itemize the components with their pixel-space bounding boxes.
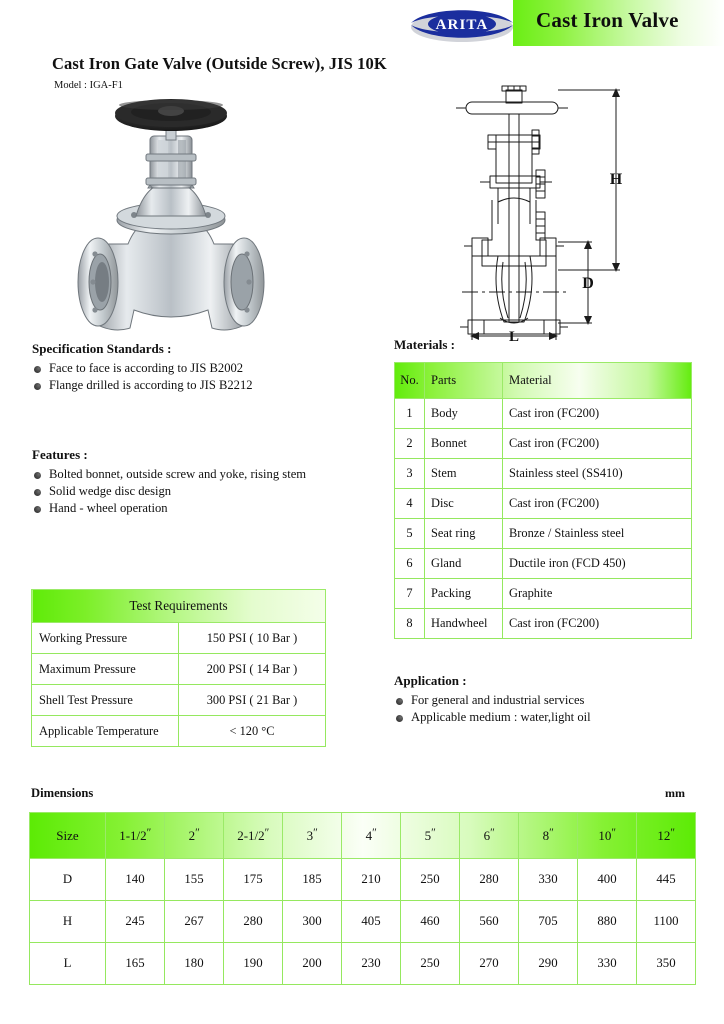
features-section	[32, 447, 362, 517]
inch-mark: ″	[549, 827, 554, 840]
drawing-callout-d: D	[582, 275, 594, 292]
cell-no: 1	[395, 399, 425, 429]
application-list	[394, 692, 694, 726]
table-row	[30, 943, 696, 985]
row-header-h: H	[30, 901, 106, 943]
cell-d-2: 155	[165, 859, 224, 901]
application-item-text: For general and industrial services	[411, 693, 585, 707]
cell-part: Bonnet	[425, 429, 503, 459]
test-requirements-heading: Test Requirements	[32, 590, 326, 623]
list-item	[32, 377, 382, 394]
header-title: Cast Iron Valve	[536, 8, 679, 32]
column-header-no: No.	[395, 363, 425, 399]
inch-mark: ″	[431, 827, 436, 840]
cell-no: 5	[395, 519, 425, 549]
size-value: 5	[424, 827, 432, 843]
inch-mark: ″	[195, 827, 200, 840]
feature-item-text: Solid wedge disc design	[49, 484, 172, 498]
size-value: 2-1/2	[237, 827, 265, 843]
cell-part: Seat ring	[425, 519, 503, 549]
cell-l-8: 290	[519, 943, 578, 985]
cell-value: 200 PSI ( 14 Bar )	[179, 654, 326, 685]
cell-h-3: 280	[224, 901, 283, 943]
column-header-size-8	[519, 813, 578, 859]
cell-value: 300 PSI ( 21 Bar )	[179, 685, 326, 716]
table-row	[395, 399, 692, 429]
cell-h-5: 405	[342, 901, 401, 943]
column-header-parts: Parts	[425, 363, 503, 399]
inch-mark: ″	[611, 827, 616, 840]
inch-mark: ″	[313, 827, 318, 840]
cell-no: 6	[395, 549, 425, 579]
cell-label: Shell Test Pressure	[32, 685, 179, 716]
cell-part: Stem	[425, 459, 503, 489]
table-row	[395, 609, 692, 639]
table-header-row	[32, 590, 326, 623]
cell-value: < 120 °C	[179, 716, 326, 747]
materials-section	[394, 337, 694, 639]
inch-mark: ″	[670, 827, 675, 840]
feature-item-text: Hand - wheel operation	[49, 501, 168, 515]
cell-d-3: 175	[224, 859, 283, 901]
column-header-size-9	[578, 813, 637, 859]
page-title: Cast Iron Gate Valve (Outside Screw), JIS 10K	[52, 54, 387, 73]
table-row	[395, 549, 692, 579]
inch-mark: ″	[146, 827, 151, 840]
cell-d-8: 330	[519, 859, 578, 901]
row-header-l: L	[30, 943, 106, 985]
inch-mark: ″	[264, 827, 269, 840]
cell-material: Graphite	[503, 579, 692, 609]
cell-l-7: 270	[460, 943, 519, 985]
cell-part: Handwheel	[425, 609, 503, 639]
column-header-size-5	[342, 813, 401, 859]
list-item	[32, 500, 362, 517]
cell-l-4: 200	[283, 943, 342, 985]
dimensions-table-body	[30, 859, 696, 985]
cell-part: Gland	[425, 549, 503, 579]
cell-d-6: 250	[401, 859, 460, 901]
table-row	[32, 654, 326, 685]
table-row	[395, 519, 692, 549]
table-row	[30, 859, 696, 901]
cell-d-9: 400	[578, 859, 637, 901]
application-heading: Application :	[394, 673, 467, 688]
table-row	[395, 489, 692, 519]
cell-h-1: 245	[106, 901, 165, 943]
cell-part: Disc	[425, 489, 503, 519]
cell-material: Stainless steel (SS410)	[503, 459, 692, 489]
cell-h-8: 705	[519, 901, 578, 943]
application-section	[394, 673, 694, 726]
table-header-row	[395, 363, 692, 399]
cell-label: Maximum Pressure	[32, 654, 179, 685]
spec-item-text: Flange drilled is according to JIS B2212	[49, 378, 253, 392]
materials-table-body	[395, 399, 692, 639]
table-row	[30, 901, 696, 943]
model-label: Model : IGA-F1	[54, 80, 123, 91]
cell-material: Cast iron (FC200)	[503, 489, 692, 519]
size-value: 12	[657, 827, 671, 843]
cell-material: Bronze / Stainless steel	[503, 519, 692, 549]
size-value: 1-1/2	[119, 827, 147, 843]
column-header-size-1	[106, 813, 165, 859]
spec-item-text: Face to face is according to JIS B2002	[49, 361, 244, 375]
specification-standards-heading: Specification Standards :	[32, 341, 172, 356]
table-row	[395, 579, 692, 609]
valve-cross-section-drawing	[440, 80, 700, 342]
cell-label: Applicable Temperature	[32, 716, 179, 747]
table-row	[32, 623, 326, 654]
list-item	[394, 692, 694, 709]
column-header-size-6	[401, 813, 460, 859]
column-header-size: Size	[30, 813, 106, 859]
drawing-callout-l: L	[508, 329, 520, 342]
row-header-d: D	[30, 859, 106, 901]
size-value: 8	[542, 827, 550, 843]
inch-mark: ″	[372, 827, 377, 840]
test-requirements-body	[32, 623, 326, 747]
valve-product-photo	[62, 96, 280, 334]
cell-h-7: 560	[460, 901, 519, 943]
cell-label: Working Pressure	[32, 623, 179, 654]
size-value: 10	[598, 827, 612, 843]
list-item	[32, 483, 362, 500]
cell-l-9: 330	[578, 943, 637, 985]
cell-d-1: 140	[106, 859, 165, 901]
cell-h-9: 880	[578, 901, 637, 943]
column-header-size-2	[165, 813, 224, 859]
page-header	[0, 0, 724, 46]
cell-no: 3	[395, 459, 425, 489]
cell-material: Ductile iron (FCD 450)	[503, 549, 692, 579]
cell-d-4: 185	[283, 859, 342, 901]
specification-standards-list	[32, 360, 382, 394]
application-item-text: Applicable medium : water,light oil	[411, 710, 591, 724]
arita-logo	[406, 2, 518, 46]
size-value: 6	[483, 827, 491, 843]
size-value: 4	[365, 827, 373, 843]
column-header-size-3	[224, 813, 283, 859]
features-list	[32, 466, 362, 517]
cell-part: Body	[425, 399, 503, 429]
cell-material: Cast iron (FC200)	[503, 429, 692, 459]
dimensions-unit: mm	[665, 786, 685, 800]
cell-l-10: 350	[637, 943, 696, 985]
column-header-size-4	[283, 813, 342, 859]
cell-material: Cast iron (FC200)	[503, 609, 692, 639]
test-requirements-section	[31, 589, 326, 747]
cell-no: 2	[395, 429, 425, 459]
table-row	[395, 429, 692, 459]
cell-h-6: 460	[401, 901, 460, 943]
cell-h-2: 267	[165, 901, 224, 943]
materials-table	[394, 362, 692, 639]
size-value: 3	[306, 827, 314, 843]
column-header-size-10	[637, 813, 696, 859]
column-header-size-7	[460, 813, 519, 859]
test-requirements-table	[31, 589, 326, 747]
cell-no: 7	[395, 579, 425, 609]
inch-mark: ″	[490, 827, 495, 840]
cell-no: 8	[395, 609, 425, 639]
cell-l-6: 250	[401, 943, 460, 985]
cell-h-4: 300	[283, 901, 342, 943]
cell-d-7: 280	[460, 859, 519, 901]
list-item	[32, 360, 382, 377]
cell-no: 4	[395, 489, 425, 519]
cell-material: Cast iron (FC200)	[503, 399, 692, 429]
cell-part: Packing	[425, 579, 503, 609]
cell-l-3: 190	[224, 943, 283, 985]
table-row	[395, 459, 692, 489]
table-header-row	[30, 813, 696, 859]
materials-heading: Materials :	[394, 337, 456, 352]
dimensions-table	[29, 812, 696, 985]
cell-value: 150 PSI ( 10 Bar )	[179, 623, 326, 654]
size-value: 2	[188, 827, 196, 843]
cell-d-5: 210	[342, 859, 401, 901]
list-item	[394, 709, 694, 726]
features-heading: Features :	[32, 447, 88, 462]
feature-item-text: Bolted bonnet, outside screw and yoke, rising stem	[49, 467, 307, 481]
cell-d-10: 445	[637, 859, 696, 901]
cell-l-1: 165	[106, 943, 165, 985]
specification-standards-section	[32, 341, 382, 394]
table-row	[32, 716, 326, 747]
dimensions-label: Dimensions	[31, 786, 94, 800]
table-row	[32, 685, 326, 716]
drawing-callout-h: H	[609, 171, 623, 188]
cell-h-10: 1100	[637, 901, 696, 943]
svg-text:ARITA: ARITA	[435, 17, 489, 33]
column-header-material: Material	[503, 363, 692, 399]
cell-l-2: 180	[165, 943, 224, 985]
cell-l-5: 230	[342, 943, 401, 985]
list-item	[32, 466, 362, 483]
